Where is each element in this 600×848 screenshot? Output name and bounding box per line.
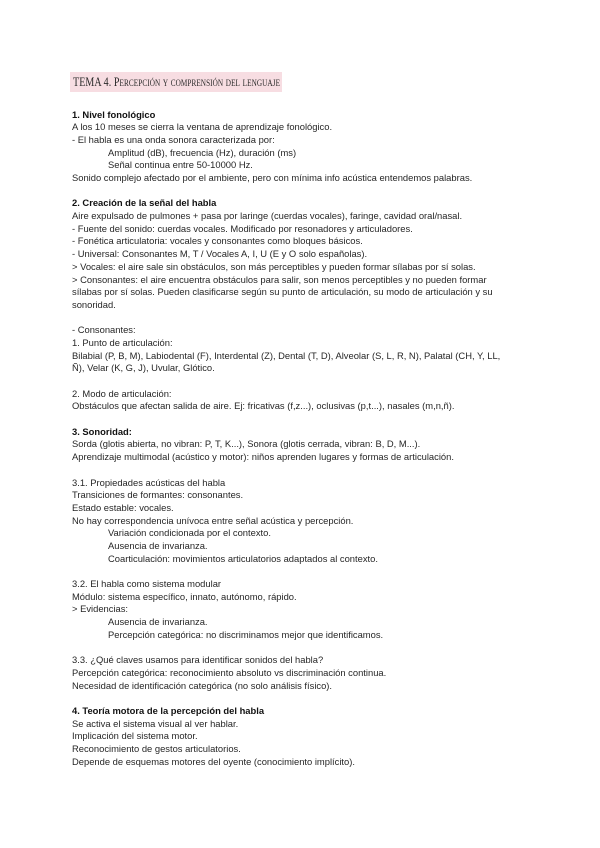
text-line: Obstáculos que afectan salida de aire. Ej: fricativas (f,z...), oclusivas (p,t...), nasales (m,n,ñ). <box>72 400 455 412</box>
text-line: Depende de esquemas motores del oyente (conocimiento implícito). <box>72 755 355 767</box>
section-heading: 2. Creación de la señal del habla <box>72 197 217 209</box>
text-line: Necesidad de identificación categórica (no solo análisis físico). <box>72 679 333 691</box>
text-line: Ausencia de invarianza. <box>108 616 208 628</box>
section-creacion-senal <box>72 197 572 311</box>
text-line: - Fonética articulatoria: vocales y consonantes como bloques básicos. <box>72 235 363 247</box>
text-line: Implicación del sistema motor. <box>72 730 198 742</box>
section-heading: 4. Teoría motora de la percepción del habla <box>72 704 265 716</box>
text-line: Estado estable: vocales. <box>72 501 174 513</box>
text-line: Sorda (glotis abierta, no vibran: P, T, K...), Sonora (glotis cerrada, vibran: B, D, M...). <box>72 438 421 450</box>
text-line: - Universal: Consonantes M, T / Vocales A, I, U (E y O solo españolas). <box>72 248 368 260</box>
text-line: Coarticulación: movimientos articulatorios adaptados al contexto. <box>108 552 378 564</box>
text-line: > Evidencias: <box>72 603 129 615</box>
text-line: sílabas por sí solas. Pueden clasificarse según su punto de articulación, su modo de articulación y su <box>72 286 493 298</box>
section-heading: 3. Sonoridad: <box>72 425 132 437</box>
text-line: Percepción categórica: reconocimiento absoluto vs discriminación continua. <box>72 666 387 678</box>
text-line: Se activa el sistema visual al ver hablar. <box>72 717 239 729</box>
section-nivel-fonologico <box>72 109 572 185</box>
text-line: Bilabial (P, B, M), Labiodental (F), Interdental (Z), Dental (T, D), Alveolar (S, L, R, N), Palatal (CH, Y, LL, <box>72 349 501 361</box>
section-claves <box>72 654 572 692</box>
text-line: > Consonantes: el aire encuentra obstáculos para salir, son menos perceptibles y no pueden formar <box>72 273 487 285</box>
section-propiedades-acusticas <box>72 477 572 566</box>
text-line: - El habla es una onda sonora caracterizada por: <box>72 133 275 145</box>
text-line: Ausencia de invarianza. <box>108 539 208 551</box>
section-sonoridad <box>72 426 572 464</box>
subsection-heading: 3.2. El habla como sistema modular <box>72 578 222 590</box>
text-line: A los 10 meses se cierra la ventana de aprendizaje fonológico. <box>72 121 333 133</box>
text-line: Aprendizaje multimodal (acústico y motor): niños aprenden lugares y formas de articulación. <box>72 451 454 463</box>
section-teoria-motora <box>72 705 572 768</box>
text-line: Amplitud (dB), frecuencia (Hz), duración (ms) <box>108 146 297 158</box>
section-heading: 1. Nivel fonológico <box>72 108 156 120</box>
text-line: 1. Punto de articulación: <box>72 336 173 348</box>
text-line: No hay correspondencia unívoca entre señal acústica y percepción. <box>72 514 354 526</box>
section-consonantes <box>72 324 572 375</box>
text-line: Reconocimiento de gestos articulatorios. <box>72 742 241 754</box>
text-line: Transiciones de formantes: consonantes. <box>72 489 244 501</box>
text-line: sonoridad. <box>72 298 116 310</box>
document-body <box>72 109 572 769</box>
text-line: 2. Modo de articulación: <box>72 387 172 399</box>
text-line: Sonido complejo afectado por el ambiente, pero con mínima info acústica entendemos palabras. <box>72 172 473 184</box>
subsection-heading: 3.1. Propiedades acústicas del habla <box>72 476 226 488</box>
text-line: Aire expulsado de pulmones + pasa por laringe (cuerdas vocales), faringe, cavidad oral/nasal. <box>72 210 463 222</box>
text-line: - Fuente del sonido: cuerdas vocales. Modificado por resonadores y articuladores. <box>72 222 413 234</box>
page-title: TEMA 4. Percepción y comprensión del lenguaje <box>73 75 281 89</box>
text-line: Señal continua entre 50-10000 Hz. <box>108 159 253 171</box>
text-line: Módulo: sistema específico, innato, autónomo, rápido. <box>72 590 297 602</box>
subsection-heading: 3.3. ¿Qué claves usamos para identificar sonidos del habla? <box>72 654 324 666</box>
text-line: > Vocales: el aire sale sin obstáculos, son más perceptibles y pueden formar sílabas por sí solas. <box>72 260 476 272</box>
text-line: Percepción categórica: no discriminamos mejor que identificamos. <box>108 628 384 640</box>
section-sistema-modular <box>72 578 572 641</box>
section-modo-articulacion <box>72 388 572 413</box>
text-line: - Consonantes: <box>72 324 136 336</box>
text-line: Ñ), Velar (K, G, J), Uvular, Glótico. <box>72 362 215 374</box>
text-line: Variación condicionada por el contexto. <box>108 527 271 539</box>
